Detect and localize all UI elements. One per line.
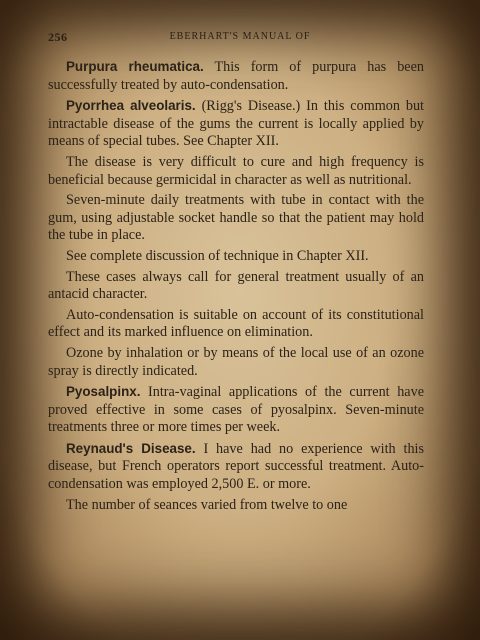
page-header (48, 30, 432, 48)
paragraph-text: (Rigg's Disease.) In this common but intractable disease of the gums the current is locally applied by means of special tubes. See Chapter XII. (48, 98, 424, 150)
paragraph-text: Intra-vaginal applications of the current have proved effective in some cases of pyosalpinx. Seven-minute treatments three or more times per week. (48, 384, 424, 436)
entry-term: Purpura rheumatica. (66, 59, 204, 74)
paragraph-text: Auto-condensation is suitable on account of its constitutional effect and its marked influence on elimination. (48, 306, 424, 341)
paragraph (48, 440, 424, 494)
paragraph-text: The disease is very difficult to cure and high frequency is beneficial because germicidal in character as well as nutritional. (48, 153, 424, 188)
entry-term: Pyorrhea alveolaris. (66, 98, 196, 114)
page-number: 256 (48, 30, 68, 44)
paragraph (48, 269, 424, 304)
paragraph-text: This form of purpura has been successfully treated by auto-condensation. (48, 59, 424, 93)
paragraph-text: I have had no experience with this disease, but French operators report successful treatment. Auto-condensation was employed 2,500 E. or more. (48, 440, 424, 493)
body-text (48, 58, 424, 517)
paragraph (48, 497, 424, 515)
paragraph (48, 383, 424, 437)
paragraph (48, 307, 424, 342)
paragraph-text: The number of seances varied from twelve to one (66, 496, 348, 513)
paragraph-text: See complete discussion of technique in Chapter XII. (66, 247, 369, 264)
entry-term: Reynaud's Disease. (66, 440, 196, 456)
paragraph-text: Seven-minute daily treatments with tube in contact with the gum, using adjustable socket handle so that the patient may hold the tube in place. (48, 192, 424, 244)
running-title: EBERHART'S MANUAL OF (169, 31, 311, 42)
paragraph (48, 345, 424, 380)
paragraph (48, 154, 424, 189)
paragraph-text: These cases always call for general treatment usually of an antacid character. (48, 268, 424, 303)
paragraph-text: Ozone by inhalation or by means of the local use of an ozone spray is directly indicated. (48, 344, 424, 379)
paragraph (48, 192, 424, 245)
paragraph (48, 248, 424, 266)
paragraph (48, 58, 424, 94)
paragraph (48, 97, 424, 151)
entry-term: Pyosalpinx. (66, 384, 141, 400)
